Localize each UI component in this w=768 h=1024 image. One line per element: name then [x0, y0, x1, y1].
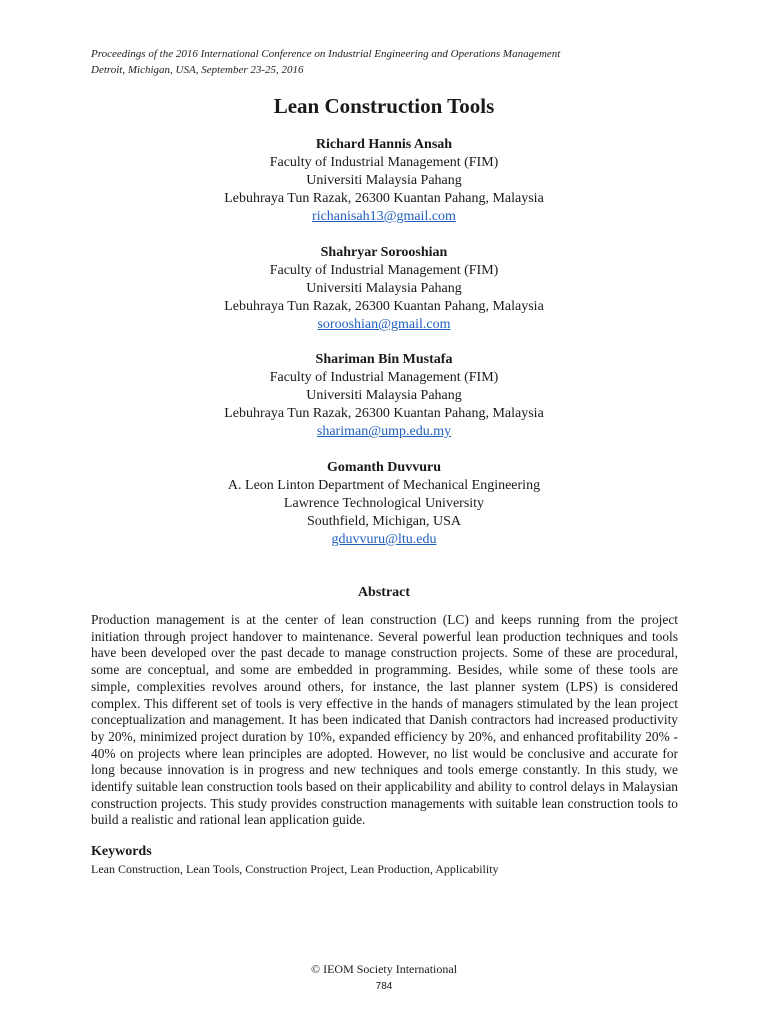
author-name: Gomanth Duvvuru — [327, 460, 441, 475]
author-email-link[interactable]: gduvvuru@ltu.edu — [331, 532, 437, 547]
author-address: Lebuhraya Tun Razak, 26300 Kuantan Pahang, Malaysia — [224, 191, 544, 206]
author-block-2 — [0, 244, 768, 334]
author-email-link[interactable]: shariman@ump.edu.my — [316, 424, 452, 439]
header-conference: Proceedings of the 2016 International Conference on Industrial Engineering and Operations Management — [91, 48, 561, 60]
author-email-link[interactable]: sorooshian@gmail.com — [317, 317, 451, 332]
abstract-heading: Abstract — [357, 585, 411, 600]
keywords-heading: Keywords — [91, 844, 152, 859]
author-affiliation: Faculty of Industrial Management (FIM) — [269, 263, 499, 278]
author-block-3 — [0, 351, 768, 441]
author-affiliation: Lawrence Technological University — [283, 496, 485, 511]
author-affiliation: Universiti Malaysia Pahang — [306, 281, 462, 296]
author-name: Shahryar Sorooshian — [320, 245, 448, 260]
author-email-link[interactable]: richanisah13@gmail.com — [312, 209, 456, 224]
footer-copyright: © IEOM Society International — [310, 962, 458, 976]
author-name: Richard Hannis Ansah — [315, 137, 453, 152]
header-location: Detroit, Michigan, USA, September 23-25, 2016 — [91, 64, 304, 76]
author-address: Lebuhraya Tun Razak, 26300 Kuantan Pahang, Malaysia — [224, 299, 544, 314]
author-address: Lebuhraya Tun Razak, 26300 Kuantan Pahang, Malaysia — [224, 406, 544, 421]
author-affiliation: Faculty of Industrial Management (FIM) — [269, 370, 499, 385]
keywords-list: Lean Construction, Lean Tools, Construction Project, Lean Production, Applicability — [91, 862, 499, 876]
running-header — [91, 46, 691, 78]
author-name: Shariman Bin Mustafa — [315, 352, 453, 367]
abstract-body: Production management is at the center of lean construction (LC) and keeps running from the project initiation through project handover to maintenance. Several powerful lean production techniques and tools have been developed over the past decade to manage construction projects. Some of these are procedural, some are conceptual, and some are embedded in programming. Besides, while some of these tools are simple, complexities revolves around others, for instance, the last planner system (LPS) is considered complex. This different set of tools is very effective in the hands of managers stimulated by the lean project conceptualization and management. It has been indicated that Danish contractors had increased productivity by 20%, minimized project duration by 10%, expanded efficiency by 20%, and enhanced profitability 20% - 40% on projects where lean principles are adopted. However, no list would be conclusive and accurate for long because innovation is in progress and new techniques and tools emerge constantly. In this study, we identify suitable lean construction tools based on their applicability and ability to control delays in Malaysian construction projects. This study provides construction managements with suitable lean construction tools to build a realistic and rational lean application guide. — [91, 612, 678, 828]
author-address: Southfield, Michigan, USA — [307, 514, 461, 529]
author-affiliation: Universiti Malaysia Pahang — [306, 173, 462, 188]
author-block-1 — [0, 136, 768, 226]
page-number: 784 — [375, 981, 393, 992]
author-affiliation: Faculty of Industrial Management (FIM) — [269, 155, 499, 170]
author-affiliation: A. Leon Linton Department of Mechanical Engineering — [227, 478, 541, 493]
author-affiliation: Universiti Malaysia Pahang — [306, 388, 462, 403]
paper-title: Lean Construction Tools — [273, 94, 495, 118]
author-block-4 — [0, 459, 768, 549]
